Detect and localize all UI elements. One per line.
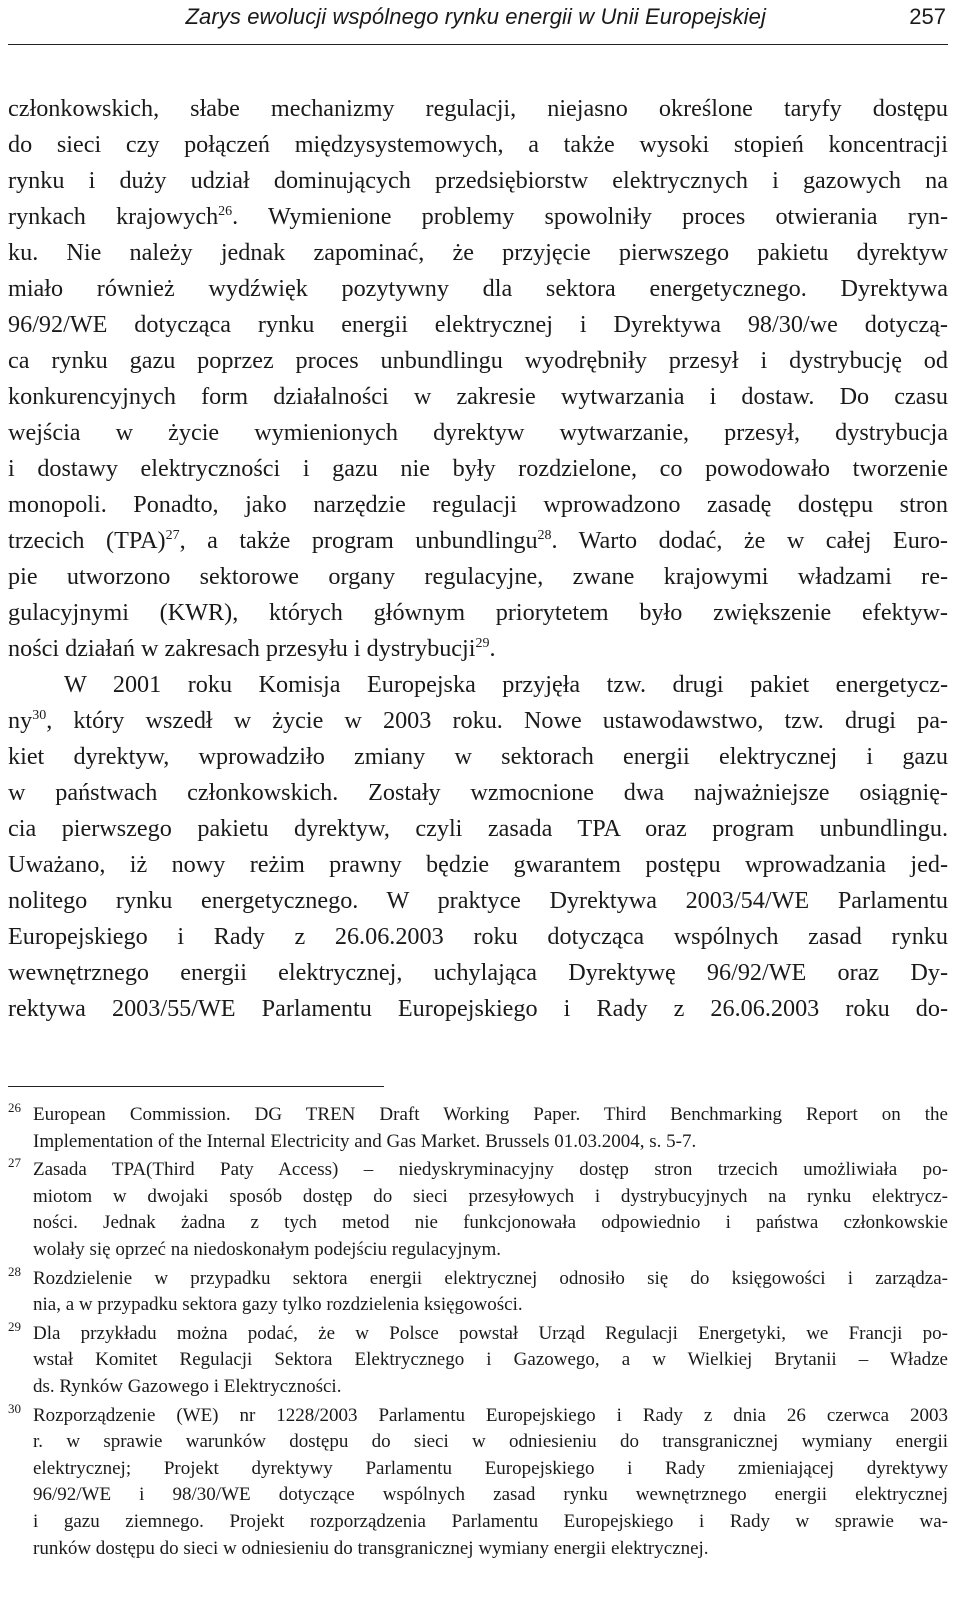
footnote-number: 26 <box>8 1100 21 1115</box>
footnote-line: Dla przykładu można podać, że w Polsce powstał Urząd Regulacji Energetyki, we Francji po- <box>33 1322 948 1344</box>
text-line <box>8 703 948 739</box>
footnote-line: Rozporządzenie (WE) nr 1228/2003 Parlamentu Europejskiego i Rady z dnia 26 czerwca 2003 <box>33 1404 948 1426</box>
footnote-27 <box>8 1157 948 1263</box>
text-line: członkowskich, słabe mechanizmy regulacji, niejasno określone taryfy dostępu <box>8 95 948 122</box>
text-line <box>8 523 948 559</box>
text-run: ności działań w zakresach przesyłu i dystrybucji <box>8 635 476 662</box>
text-line <box>8 199 948 235</box>
footnote-ref-27[interactable]: 27 <box>165 528 180 543</box>
text-run: ny <box>8 707 33 734</box>
text-run: rynkach krajowych <box>8 203 219 230</box>
text-line: wejścia w życie wymienionych dyrektyw wytwarzanie, przesył, dystrybucja <box>8 419 948 446</box>
text-line: W 2001 roku Komisja Europejska przyjęła tzw. drugi pakiet energetycz- <box>64 671 948 698</box>
footnote-ref-30[interactable]: 30 <box>32 708 47 723</box>
text-line: konkurencyjnych form działalności w zakresie wytwarzania i dostaw. Do czasu <box>8 383 948 410</box>
text-line: cia pierwszego pakietu dyrektyw, czyli zasada TPA oraz program unbundlingu. <box>8 815 948 842</box>
text-run: . Warto dodać, że w całej Euro- <box>551 527 948 554</box>
footnote-line: 96/92/WE i 98/30/WE dotyczące wspólnych zasad rynku wewnętrznego energii elektrycznej <box>33 1484 948 1506</box>
footnote-line: r. w sprawie warunków dostępu do sieci w odniesieniu do transgranicznej wymiany energii <box>33 1431 948 1453</box>
footnote-line: nia, a w przypadku sektora gazy tylko rozdzielenia księgowości. <box>33 1294 523 1316</box>
footnote-26 <box>8 1102 948 1155</box>
text-line: i dostawy elektryczności i gazu nie były rozdzielone, co powodowało tworzenie <box>8 455 948 482</box>
footnote-line: Implementation of the Internal Electricity and Gas Market. Brussels 01.03.2004, s. 5-7. <box>33 1130 697 1152</box>
footnote-line: miotom w dwojaki sposób dostęp do sieci przesyłowych i dystrybucyjnych na rynku elektrycz- <box>33 1185 948 1207</box>
text-run: , a także program unbundlingu <box>179 527 538 554</box>
footnote-number: 30 <box>8 1400 21 1416</box>
footnote-28 <box>8 1263 948 1319</box>
text-line: Europejskiego i Rady z 26.06.2003 roku dotycząca wspólnych zasad rynku <box>8 923 948 950</box>
footnote-line: Rozdzielenie w przypadku sektora energii elektrycznej odnosiło się do księgowości i zarządza- <box>33 1267 948 1289</box>
footnote-divider <box>8 1086 384 1087</box>
footnote-number: 29 <box>8 1318 21 1334</box>
text-line: ku. Nie należy jednak zapominać, że przyjęcie pierwszego pakietu dyrektyw <box>8 239 948 266</box>
footnote-ref-26[interactable]: 26 <box>218 204 233 219</box>
text-line: rynku i duży udział dominujących przedsiębiorstw elektrycznych i gazowych na <box>8 167 948 194</box>
footnote-line: ds. Rynków Gazowego i Elektryczności. <box>33 1375 342 1397</box>
footnote-line: elektrycznej; Projekt dyrektywy Parlamentu Europejskiego i Rady zmieniającej dyrektywy <box>33 1457 948 1479</box>
footnote-line: i gazu ziemnego. Projekt rozporządzenia Parlamentu Europejskiego i Rady w sprawie wa- <box>33 1510 948 1532</box>
text-run: , który wszedł w życie w 2003 roku. Nowe ustawodawstwo, tzw. drugi pa- <box>46 707 948 734</box>
text-line: Uważano, iż nowy reżim prawny będzie gwarantem postępu wprowadzania jed- <box>8 851 948 878</box>
footnote-line: runków dostępu do sieci w odniesieniu do transgranicznej wymiany energii elektrycznej. <box>33 1537 709 1559</box>
text-line: 96/92/WE dotycząca rynku energii elektrycznej i Dyrektywa 98/30/we dotyczą- <box>8 311 948 338</box>
footnote-29 <box>8 1318 948 1401</box>
page-header <box>8 0 948 45</box>
footnote-line: European Commission. DG TREN Draft Working Paper. Third Benchmarking Report on the <box>33 1104 948 1125</box>
text-line: wewnętrznego energii elektrycznej, uchylająca Dyrektywę 96/92/WE oraz Dy- <box>8 959 948 986</box>
footnote-line: Zasada TPA(Third Paty Access) – niedyskryminacyjny dostęp stron trzecich umożliwiała po- <box>33 1159 948 1181</box>
text-line: do sieci czy połączeń międzysystemowych, a także wysoki stopień koncentracji <box>8 131 948 158</box>
footnote-ref-28[interactable]: 28 <box>537 528 552 543</box>
running-title: Zarys ewolucji wspólnego rynku energii w Unii Europejskiej <box>185 4 766 29</box>
text-line: pie utworzono sektorowe organy regulacyjne, zwane krajowymi władzami re- <box>8 563 948 590</box>
text-line: rektywa 2003/55/WE Parlamentu Europejskiego i Rady z 26.06.2003 roku do- <box>8 995 948 1022</box>
text-run: . Wymienione problemy spowolniły proces otwierania ryn- <box>232 203 948 230</box>
text-line: ca rynku gazu poprzez proces unbundlingu wyodrębniły przesył i dystrybucję od <box>8 347 948 374</box>
text-line: kiet dyrektyw, wprowadziło zmiany w sektorach energii elektrycznej i gazu <box>8 743 948 770</box>
main-text <box>8 91 948 1027</box>
footnote-line: ności. Jednak żadna z tych metod nie funkcjonowała odpowiednio i państwa członkowskie <box>33 1212 948 1234</box>
text-line: nolitego rynku energetycznego. W praktyce Dyrektywa 2003/54/WE Parlamentu <box>8 887 948 914</box>
footnote-line: wstał Komitet Regulacji Sektora Elektrycznego i Gazowego, a w Wielkiej Brytanii – Władze <box>33 1349 948 1371</box>
text-line <box>8 631 948 667</box>
footnote-number: 28 <box>8 1263 21 1279</box>
footnote-ref-29[interactable]: 29 <box>475 636 490 651</box>
text-line: gulacyjnymi (KWR), których głównym priorytetem było zwiększenie efektyw- <box>8 599 948 626</box>
text-run: . <box>489 635 496 662</box>
text-run: trzecich (TPA) <box>8 527 166 554</box>
footnotes <box>8 1102 948 1564</box>
text-line: monopoli. Ponadto, jako narzędzie regulacji wprowadzono zasadę dostępu stron <box>8 491 948 518</box>
footnote-number: 27 <box>8 1155 21 1171</box>
text-line: miało również wydźwięk pozytywny dla sektora energetycznego. Dyrektywa <box>8 275 948 302</box>
page-number: 257 <box>909 4 946 29</box>
footnote-line: wolały się oprzeć na niedoskonałym podejściu regulacyjnym. <box>33 1238 502 1260</box>
footnote-30 <box>8 1400 948 1563</box>
text-line: w państwach członkowskich. Zostały wzmocnione dwa najważniejsze osiągnię- <box>8 779 948 806</box>
